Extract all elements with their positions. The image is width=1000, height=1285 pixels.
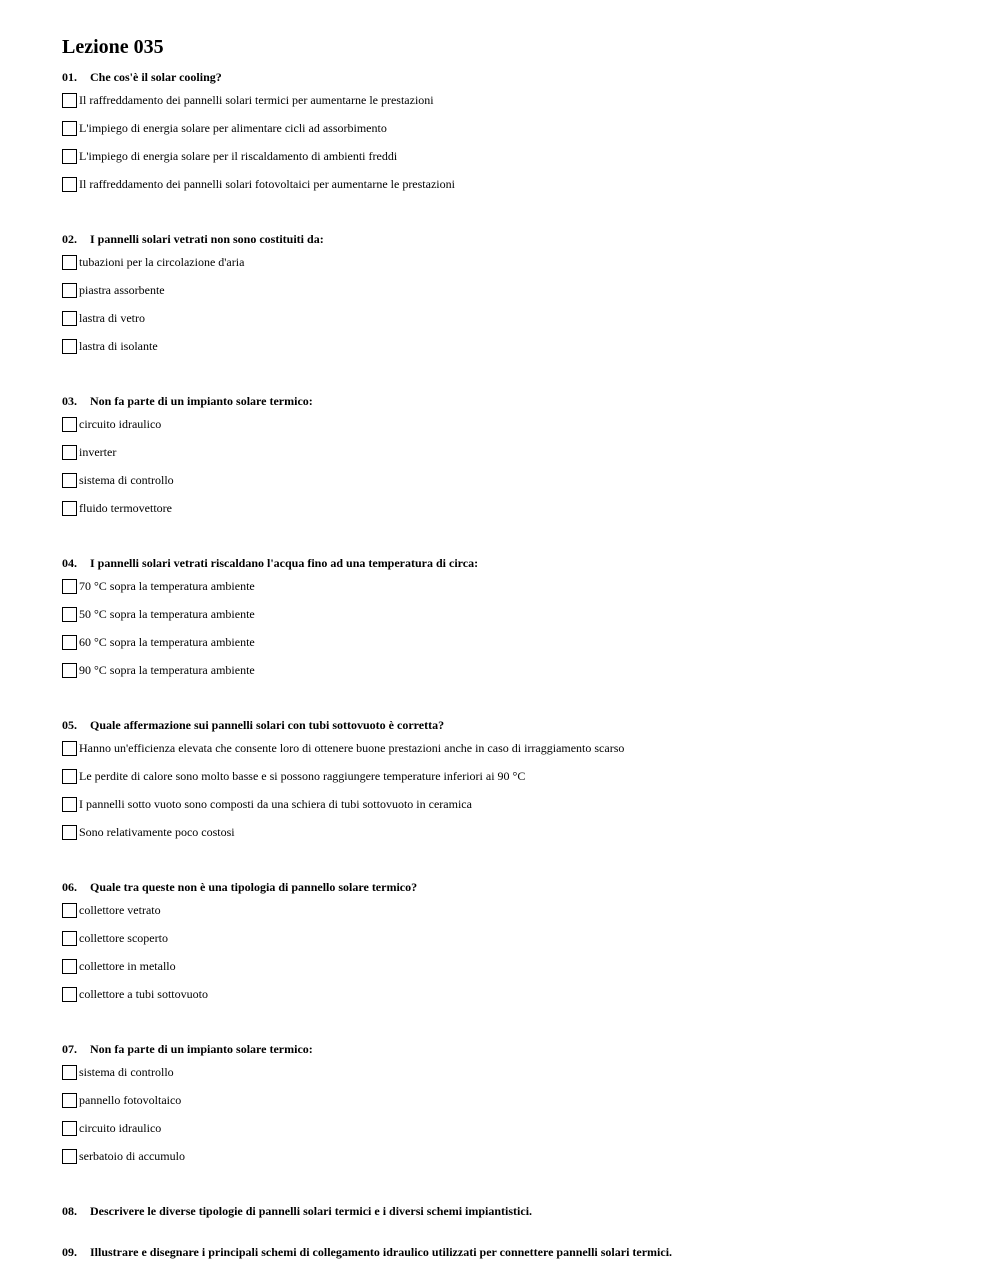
answer-option[interactable] bbox=[62, 282, 962, 310]
answer-checkbox[interactable] bbox=[62, 177, 77, 192]
answer-label: Le perdite di calore sono molto basse e si possono raggiungere temperature inferiori ai 90 °C bbox=[79, 769, 526, 783]
answer-label: 70 °C sopra la temperatura ambiente bbox=[79, 579, 255, 593]
answer-option[interactable] bbox=[62, 958, 962, 986]
answer-label: circuito idraulico bbox=[79, 1121, 162, 1135]
answer-checkbox[interactable] bbox=[62, 825, 77, 840]
answer-checkbox[interactable] bbox=[62, 149, 77, 164]
answer-label: collettore vetrato bbox=[79, 903, 161, 917]
answer-option[interactable] bbox=[62, 1092, 962, 1120]
answer-option[interactable] bbox=[62, 986, 962, 1014]
question-08 bbox=[62, 1203, 962, 1219]
answer-option[interactable] bbox=[62, 768, 962, 796]
answer-label: collettore a tubi sottovuoto bbox=[79, 987, 208, 1001]
question-heading bbox=[62, 717, 962, 733]
question-text: Descrivere le diverse tipologie di pannelli solari termici e i diversi schemi impiantistici. bbox=[90, 1204, 533, 1218]
question-heading bbox=[62, 1244, 962, 1260]
answer-label: serbatoio di accumulo bbox=[79, 1149, 185, 1163]
answer-checkbox[interactable] bbox=[62, 635, 77, 650]
answer-checkbox[interactable] bbox=[62, 959, 77, 974]
answer-checkbox[interactable] bbox=[62, 1065, 77, 1080]
answer-checkbox[interactable] bbox=[62, 579, 77, 594]
question-text: Non fa parte di un impianto solare termico: bbox=[90, 394, 313, 408]
answer-checkbox[interactable] bbox=[62, 473, 77, 488]
answer-option[interactable] bbox=[62, 92, 962, 120]
answer-label: Il raffreddamento dei pannelli solari fotovoltaici per aumentarne le prestazioni bbox=[79, 177, 455, 191]
answer-checkbox[interactable] bbox=[62, 1121, 77, 1136]
question-text: Che cos'è il solar cooling? bbox=[90, 70, 222, 84]
question-number: 05. bbox=[62, 718, 77, 732]
answer-checkbox[interactable] bbox=[62, 1149, 77, 1164]
question-heading bbox=[62, 879, 962, 895]
answer-option[interactable] bbox=[62, 1120, 962, 1148]
answer-checkbox[interactable] bbox=[62, 987, 77, 1002]
question-heading bbox=[62, 231, 962, 247]
question-number: 09. bbox=[62, 1245, 77, 1259]
answer-option[interactable] bbox=[62, 416, 962, 444]
answer-label: Il raffreddamento dei pannelli solari termici per aumentarne le prestazioni bbox=[79, 93, 434, 107]
answer-option[interactable] bbox=[62, 662, 962, 690]
answer-option[interactable] bbox=[62, 148, 962, 176]
quiz-page bbox=[62, 34, 962, 1285]
answer-checkbox[interactable] bbox=[62, 741, 77, 756]
answer-label: L'impiego di energia solare per il riscaldamento di ambienti freddi bbox=[79, 149, 398, 163]
answer-option[interactable] bbox=[62, 740, 962, 768]
answer-label: sistema di controllo bbox=[79, 1065, 174, 1079]
answer-option[interactable] bbox=[62, 444, 962, 472]
answer-option[interactable] bbox=[62, 472, 962, 500]
answer-checkbox[interactable] bbox=[62, 769, 77, 784]
answer-checkbox[interactable] bbox=[62, 903, 77, 918]
question-heading bbox=[62, 555, 962, 571]
answer-checkbox[interactable] bbox=[62, 255, 77, 270]
answer-label: 90 °C sopra la temperatura ambiente bbox=[79, 663, 255, 677]
question-01 bbox=[62, 69, 962, 204]
question-text: Quale affermazione sui pannelli solari con tubi sottovuoto è corretta? bbox=[90, 718, 445, 732]
answer-checkbox[interactable] bbox=[62, 339, 77, 354]
page-title: Lezione 035 bbox=[62, 36, 164, 58]
answer-label: sistema di controllo bbox=[79, 473, 174, 487]
answer-checkbox[interactable] bbox=[62, 663, 77, 678]
question-04 bbox=[62, 555, 962, 690]
answer-label: I pannelli sotto vuoto sono composti da una schiera di tubi sottovuoto in ceramica bbox=[79, 797, 472, 811]
question-number: 03. bbox=[62, 394, 77, 408]
question-heading bbox=[62, 1041, 962, 1057]
answer-option[interactable] bbox=[62, 500, 962, 528]
answer-checkbox[interactable] bbox=[62, 283, 77, 298]
answer-option[interactable] bbox=[62, 254, 962, 282]
answer-checkbox[interactable] bbox=[62, 311, 77, 326]
question-number: 07. bbox=[62, 1042, 77, 1056]
question-number: 08. bbox=[62, 1204, 77, 1218]
question-03 bbox=[62, 393, 962, 528]
answer-option[interactable] bbox=[62, 176, 962, 204]
answer-label: lastra di vetro bbox=[79, 311, 145, 325]
answer-label: collettore in metallo bbox=[79, 959, 176, 973]
answer-checkbox[interactable] bbox=[62, 445, 77, 460]
answer-label: lastra di isolante bbox=[79, 339, 158, 353]
question-text: I pannelli solari vetrati riscaldano l'acqua fino ad una temperatura di circa: bbox=[90, 556, 479, 570]
answer-label: tubazioni per la circolazione d'aria bbox=[79, 255, 245, 269]
answer-label: 50 °C sopra la temperatura ambiente bbox=[79, 607, 255, 621]
answer-checkbox[interactable] bbox=[62, 1093, 77, 1108]
question-07 bbox=[62, 1041, 962, 1176]
question-text: Illustrare e disegnare i principali schemi di collegamento idraulico utilizzati per connettere pannelli solari termici. bbox=[90, 1245, 673, 1259]
answer-option[interactable] bbox=[62, 578, 962, 606]
answer-checkbox[interactable] bbox=[62, 607, 77, 622]
answer-label: piastra assorbente bbox=[79, 283, 165, 297]
answer-option[interactable] bbox=[62, 1148, 962, 1176]
question-number: 01. bbox=[62, 70, 77, 84]
answer-label: collettore scoperto bbox=[79, 931, 168, 945]
question-heading bbox=[62, 69, 962, 85]
question-heading bbox=[62, 393, 962, 409]
question-heading bbox=[62, 1203, 962, 1219]
question-text: I pannelli solari vetrati non sono costituiti da: bbox=[90, 232, 324, 246]
answer-option[interactable] bbox=[62, 1064, 962, 1092]
answer-option[interactable] bbox=[62, 902, 962, 930]
question-09 bbox=[62, 1244, 962, 1260]
answer-label: inverter bbox=[79, 445, 117, 459]
answer-checkbox[interactable] bbox=[62, 501, 77, 516]
answer-option[interactable] bbox=[62, 310, 962, 338]
answer-checkbox[interactable] bbox=[62, 931, 77, 946]
question-text: Non fa parte di un impianto solare termico: bbox=[90, 1042, 313, 1056]
answer-label: 60 °C sopra la temperatura ambiente bbox=[79, 635, 255, 649]
question-number: 04. bbox=[62, 556, 77, 570]
answer-option[interactable] bbox=[62, 930, 962, 958]
question-02 bbox=[62, 231, 962, 366]
answer-option[interactable] bbox=[62, 796, 962, 824]
answer-label: Hanno un'efficienza elevata che consente loro di ottenere buone prestazioni anche in caso di irraggiamento scarso bbox=[79, 741, 625, 755]
answer-label: Sono relativamente poco costosi bbox=[79, 825, 235, 839]
answer-option[interactable] bbox=[62, 824, 962, 852]
question-06 bbox=[62, 879, 962, 1014]
answer-label: L'impiego di energia solare per alimentare cicli ad assorbimento bbox=[79, 121, 387, 135]
question-text: Quale tra queste non è una tipologia di pannello solare termico? bbox=[90, 880, 418, 894]
answer-option[interactable] bbox=[62, 606, 962, 634]
answer-checkbox[interactable] bbox=[62, 417, 77, 432]
answer-checkbox[interactable] bbox=[62, 121, 77, 136]
answer-option[interactable] bbox=[62, 634, 962, 662]
answer-checkbox[interactable] bbox=[62, 797, 77, 812]
answer-label: fluido termovettore bbox=[79, 501, 172, 515]
question-number: 02. bbox=[62, 232, 77, 246]
answer-label: circuito idraulico bbox=[79, 417, 162, 431]
question-05 bbox=[62, 717, 962, 852]
answer-option[interactable] bbox=[62, 120, 962, 148]
question-number: 06. bbox=[62, 880, 77, 894]
answer-label: pannello fotovoltaico bbox=[79, 1093, 182, 1107]
answer-option[interactable] bbox=[62, 338, 962, 366]
answer-checkbox[interactable] bbox=[62, 93, 77, 108]
